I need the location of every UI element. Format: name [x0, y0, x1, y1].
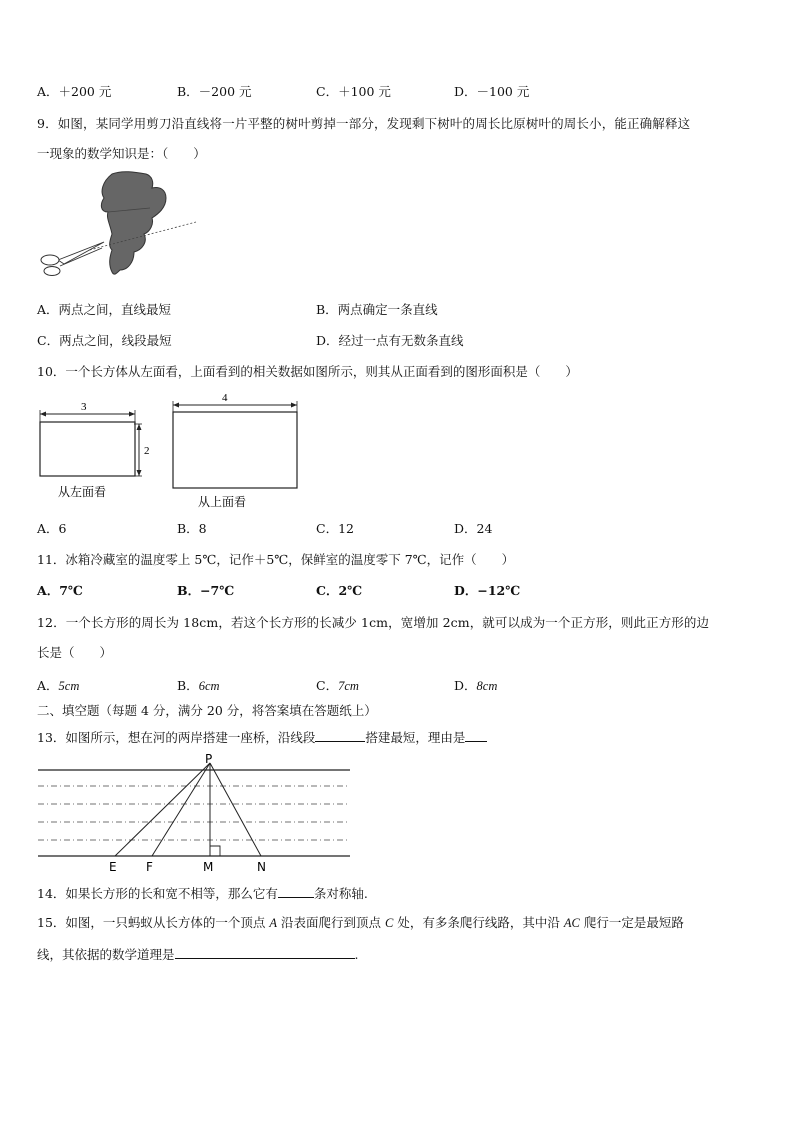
q10-option-d: D．24 [454, 521, 493, 536]
q14-stem: 14．如果长方形的长和宽不相等，那么它有 条对称轴. [37, 886, 368, 901]
q12-stem-line1: 12．一个长方形的周长为 18cm，若这个长方形的长减少 1cm，宽增加 2cm，就可以成为一个正方形，则此正方形的边 [37, 615, 710, 630]
q13-river-bridge-figure [38, 754, 352, 876]
q10-option-c: C．12 [316, 521, 354, 536]
q12-option-d: D．8cm [454, 678, 498, 693]
point-f-label: F [146, 860, 153, 874]
left-view-width-label: 3 [81, 401, 87, 413]
q10-stem: 10．一个长方体从左面看，上面看到的相关数据如图所示，则其从正面看到的图形面积是（ ） [37, 364, 578, 379]
q12-option-c-value: 7cm [338, 679, 359, 693]
q13-answer-blank-2[interactable] [465, 729, 487, 742]
q15-answer-blank[interactable] [175, 946, 355, 959]
q15-stem-line2: 线，其依据的数学道理是 . [37, 947, 359, 962]
q8-option-a: A．＋200 元 [37, 84, 112, 99]
q10-option-b: B．8 [177, 521, 207, 536]
left-view-height-label: 2 [144, 445, 150, 457]
q12-option-a-value: 5cm [58, 679, 80, 693]
q9-stem-line2: 一现象的数学知识是：（ ） [37, 146, 206, 161]
q11-option-d: D．−12℃ [454, 583, 521, 598]
q12-option-d-value: 8cm [476, 679, 498, 693]
scissors-leaf-icon [38, 168, 203, 278]
q9-option-d: D．经过一点有无数条直线 [316, 333, 464, 348]
q12-option-b-value: 6cm [198, 679, 220, 693]
q12-option-b: B．6cm [177, 678, 220, 693]
point-p-label: P [205, 752, 213, 766]
q11-option-a: A．7℃ [37, 583, 83, 598]
q12-option-c: C．7cm [316, 678, 359, 693]
q11-option-c: C．2℃ [316, 583, 363, 598]
left-view-caption: 从左面看 [58, 485, 107, 499]
q9-option-a: A．两点之间，直线最短 [37, 302, 172, 317]
q8-option-c: C．＋100 元 [316, 84, 391, 99]
q12-stem-line2: 长是（ ） [37, 645, 113, 660]
q15-stem-line1: 15．如图，一只蚂蚁从长方体的一个顶点 A 沿表面爬行到顶点 C 处，有多条爬行线路，其中沿 AC 爬行一定是最短路 [37, 915, 684, 930]
q12-option-a: A．5cm [37, 678, 80, 693]
q9-option-b: B．两点确定一条直线 [316, 302, 438, 317]
q11-option-b: B．−7℃ [177, 583, 235, 598]
q13-answer-blank-1[interactable] [315, 729, 365, 742]
section-2-heading: 二、填空题（每题 4 分，满分 20 分，将答案填在答题纸上） [37, 703, 377, 718]
q9-stem-line1: 9．如图，某同学用剪刀沿直线将一片平整的树叶剪掉一部分，发现剩下树叶的周长比原树叶的周长小，能正确解释这 [37, 116, 691, 131]
top-view-width-label: 4 [222, 392, 228, 404]
q8-option-b: B．－200 元 [177, 84, 252, 99]
top-view-caption: 从上面看 [198, 495, 247, 509]
q8-option-d: D．－100 元 [454, 84, 530, 99]
point-m-label: M [203, 860, 214, 874]
point-e-label: E [109, 860, 117, 874]
q9-option-c: C．两点之间，线段最短 [37, 333, 172, 348]
q14-answer-blank[interactable] [278, 885, 314, 898]
q10-views-figure [38, 392, 300, 512]
point-n-label: N [257, 860, 266, 874]
q10-option-a: A．6 [37, 521, 67, 536]
q13-stem: 13．如图所示，想在河的两岸搭建一座桥，沿线段 搭建最短，理由是 [37, 729, 487, 746]
q11-stem: 11．冰箱冷藏室的温度零上 5℃，记作＋5℃，保鲜室的温度零下 7℃，记作（ ） [37, 552, 515, 567]
